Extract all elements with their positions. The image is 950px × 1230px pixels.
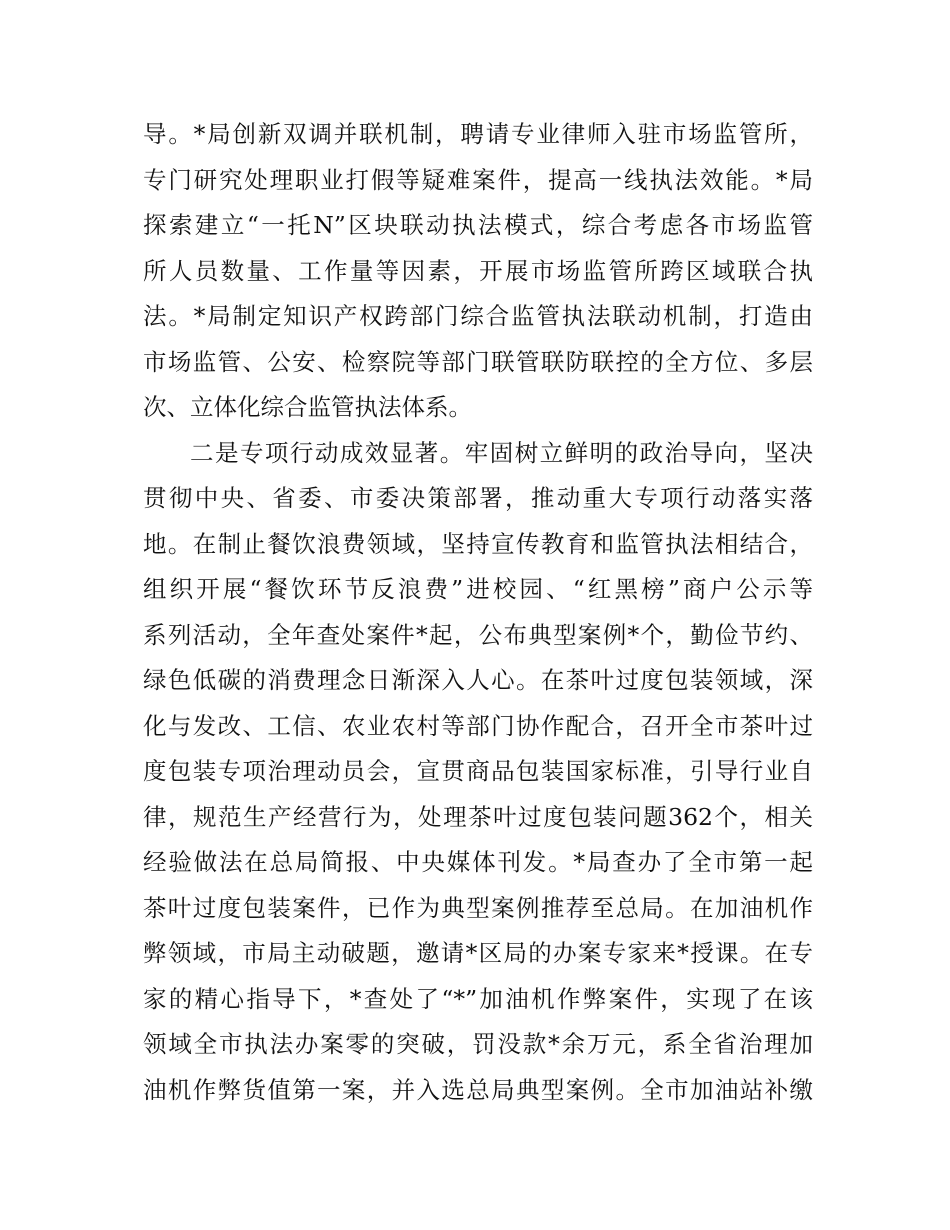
paragraph-line: 领域全市执法办案零的突破，罚没款*余万元，系全省治理加 bbox=[143, 1030, 813, 1058]
paragraph-line: 所人员数量、工作量等因素，开展市场监管所跨区域联合执 bbox=[143, 256, 813, 285]
paragraph-line: 家的精心指导下，*查处了“*”加油机作弊案件，实现了在该 bbox=[143, 984, 813, 1013]
paragraph-line: 法。*局制定知识产权跨部门综合监管执法联动机制，打造由 bbox=[143, 302, 813, 330]
paragraph-line: 茶叶过度包装案件，已作为典型案例推荐至总局。在加油机作 bbox=[143, 893, 813, 922]
paragraph-line: 导。*局创新双调并联机制，聘请专业律师入驻市场监管所， bbox=[143, 120, 813, 148]
paragraph-line: 组织开展“餐饮环节反浪费”进校园、“红黑榜”商户公示等 bbox=[143, 575, 813, 603]
paragraph-line: 专门研究处理职业打假等疑难案件，提高一线执法效能。*局 bbox=[143, 165, 813, 194]
paragraph-line: 绿色低碳的消费理念日渐深入人心。在茶叶过度包装领域，深 bbox=[143, 666, 813, 694]
paragraph-line: 探索建立“一托N”区块联动执法模式，综合考虑各市场监管 bbox=[143, 211, 813, 239]
paragraph-line: 二是专项行动成效显著。牢固树立鲜明的政治导向，坚决 bbox=[190, 438, 813, 467]
paragraph-line: 系列活动，全年查处案件*起，公布典型案例*个，勤俭节约、 bbox=[143, 620, 813, 649]
body-text bbox=[143, 112, 813, 1113]
paragraph-line: 市场监管、公安、检察院等部门联管联防联控的全方位、多层 bbox=[143, 347, 813, 376]
paragraph-line: 油机作弊货值第一案，并入选总局典型案例。全市加油站补缴 bbox=[143, 1075, 813, 1104]
paragraph-line: 化与发改、工信、农业农村等部门协作配合，召开全市茶叶过 bbox=[143, 711, 813, 740]
paragraph-line: 度包装专项治理动员会，宣贯商品包装国家标准，引导行业自 bbox=[143, 757, 813, 785]
paragraph-line: 律，规范生产经营行为，处理茶叶过度包装问题362个，相关 bbox=[143, 802, 813, 831]
paragraph-line: 贯彻中央、省委、市委决策部署，推动重大专项行动落实落 bbox=[143, 484, 813, 512]
paragraph-line: 经验做法在总局简报、中央媒体刊发。*局查办了全市第一起 bbox=[143, 848, 813, 876]
paragraph-line: 弊领域，市局主动破题，邀请*区局的办案专家来*授课。在专 bbox=[143, 939, 813, 967]
paragraph-line: 次、立体化综合监管执法体系。 bbox=[143, 393, 472, 421]
paragraph-line: 地。在制止餐饮浪费领域，坚持宣传教育和监管执法相结合， bbox=[143, 529, 813, 558]
